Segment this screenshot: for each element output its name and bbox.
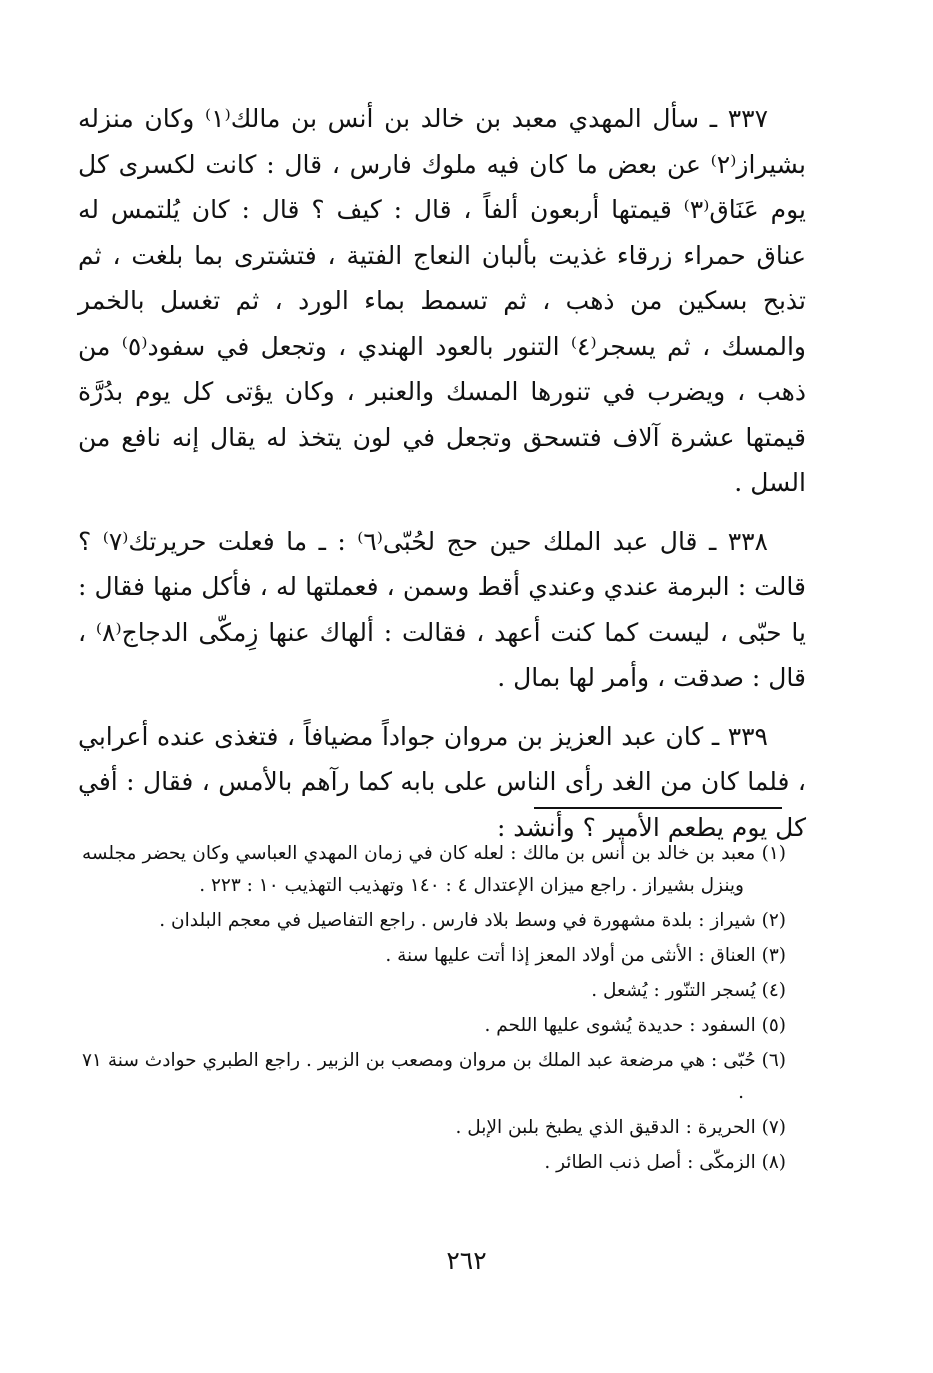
footnote-7: (٧) الحريرة : الدقيق الذي يطبخ بلبن الإبل . [455, 1117, 786, 1138]
footnote-2: (٢) شيراز : بلدة مشهورة في وسط بلاد فارس . راجع التفاصيل في معجم البلدان . [159, 910, 786, 931]
footnote-3: (٣) العناق : الأنثى من أولاد المعز إذا أتت عليها سنة . [385, 945, 786, 966]
footnote-6: (٦) حُبّى : هي مرضعة عبد الملك بن مروان ومصعب بن الزبير . راجع الطبري حوادث سنة ٧١ . [82, 1050, 786, 1103]
footnote-4: (٤) يُسجر التنّور : يُشعل . [591, 980, 786, 1001]
page-number: ٢٦٢ [446, 1246, 487, 1275]
paragraph-339: ٣٣٩ ـ كان عبد العزيز بن مروان جواداً مضيافاً ، فتغذى عنده أعرابي ، فلما كان من الغد رأى الناس على بابه كما رآهم بالأمس ، فقال : أفي كل يوم يطعم الأمير ؟ وأنشد : [78, 721, 806, 842]
main-text [78, 96, 806, 863]
paragraph-337: ٣٣٧ ـ سأل المهدي معبد بن خالد بن أنس بن مالك⁽١⁾ وكان منزله بشيراز⁽٢⁾ عن بعض ما كان فيه ملوك فارس ، قال : كانت لكسرى كل يوم عَنَاق⁽٣⁾ قيمتها أربعون ألفاً ، قال : كيف ؟ قال : كان يُلتمس له عناق حمراء زرقاء غذيت بألبان النعاج الفتية ، فتشترى بما بلغت ، ثم تذبح بسكين من ذهب ، ثم تسمط بماء الورد ، ثم تغسل بالخمر والمسك ، ثم يسجر⁽٤⁾ التنور بالعود الهندي ، وتجعل في سفود⁽٥⁾ من ذهب ، ويضرب في تنورها المسك والعنبر ، وكان يؤتى كل يوم بدُرَّة قيمتها عشرة آلاف فتسحق وتجعل في لون يتخذ له يقال إنه نافع من السل . [78, 104, 806, 497]
footnote-8: (٨) الزمكّى : أصل ذنب الطائر . [544, 1152, 786, 1173]
footnote-5: (٥) السفود : حديدة يُشوى عليها اللحم . [484, 1015, 786, 1036]
footnote-1: (١) معبد بن خالد بن أنس بن مالك : لعله كان في زمان المهدي العباسي وكان يحضر مجلسه وينزل بشيراز . راجع ميزان الإعتدال ٤ : ١٤٠ وتهذيب التهذيب ١٠ : ٢٢٣ . [82, 843, 786, 896]
paragraph-338: ٣٣٨ ـ قال عبد الملك حين حج لحُبّى⁽٦⁾ : ـ ما فعلت حريرتك⁽٧⁾ ؟ قالت : البرمة عندي وعندي أقط وسمن ، فعملتها له ، فأكل منها فقال : يا حبّى ، ليست كما كنت أعهد ، فقالت : ألهاك عنها زِمكّى الدجاج⁽٨⁾ ، قال : صدقت ، وأمر لها بمال . [78, 526, 806, 692]
footnote-separator [534, 807, 782, 809]
footnotes [82, 838, 786, 1182]
